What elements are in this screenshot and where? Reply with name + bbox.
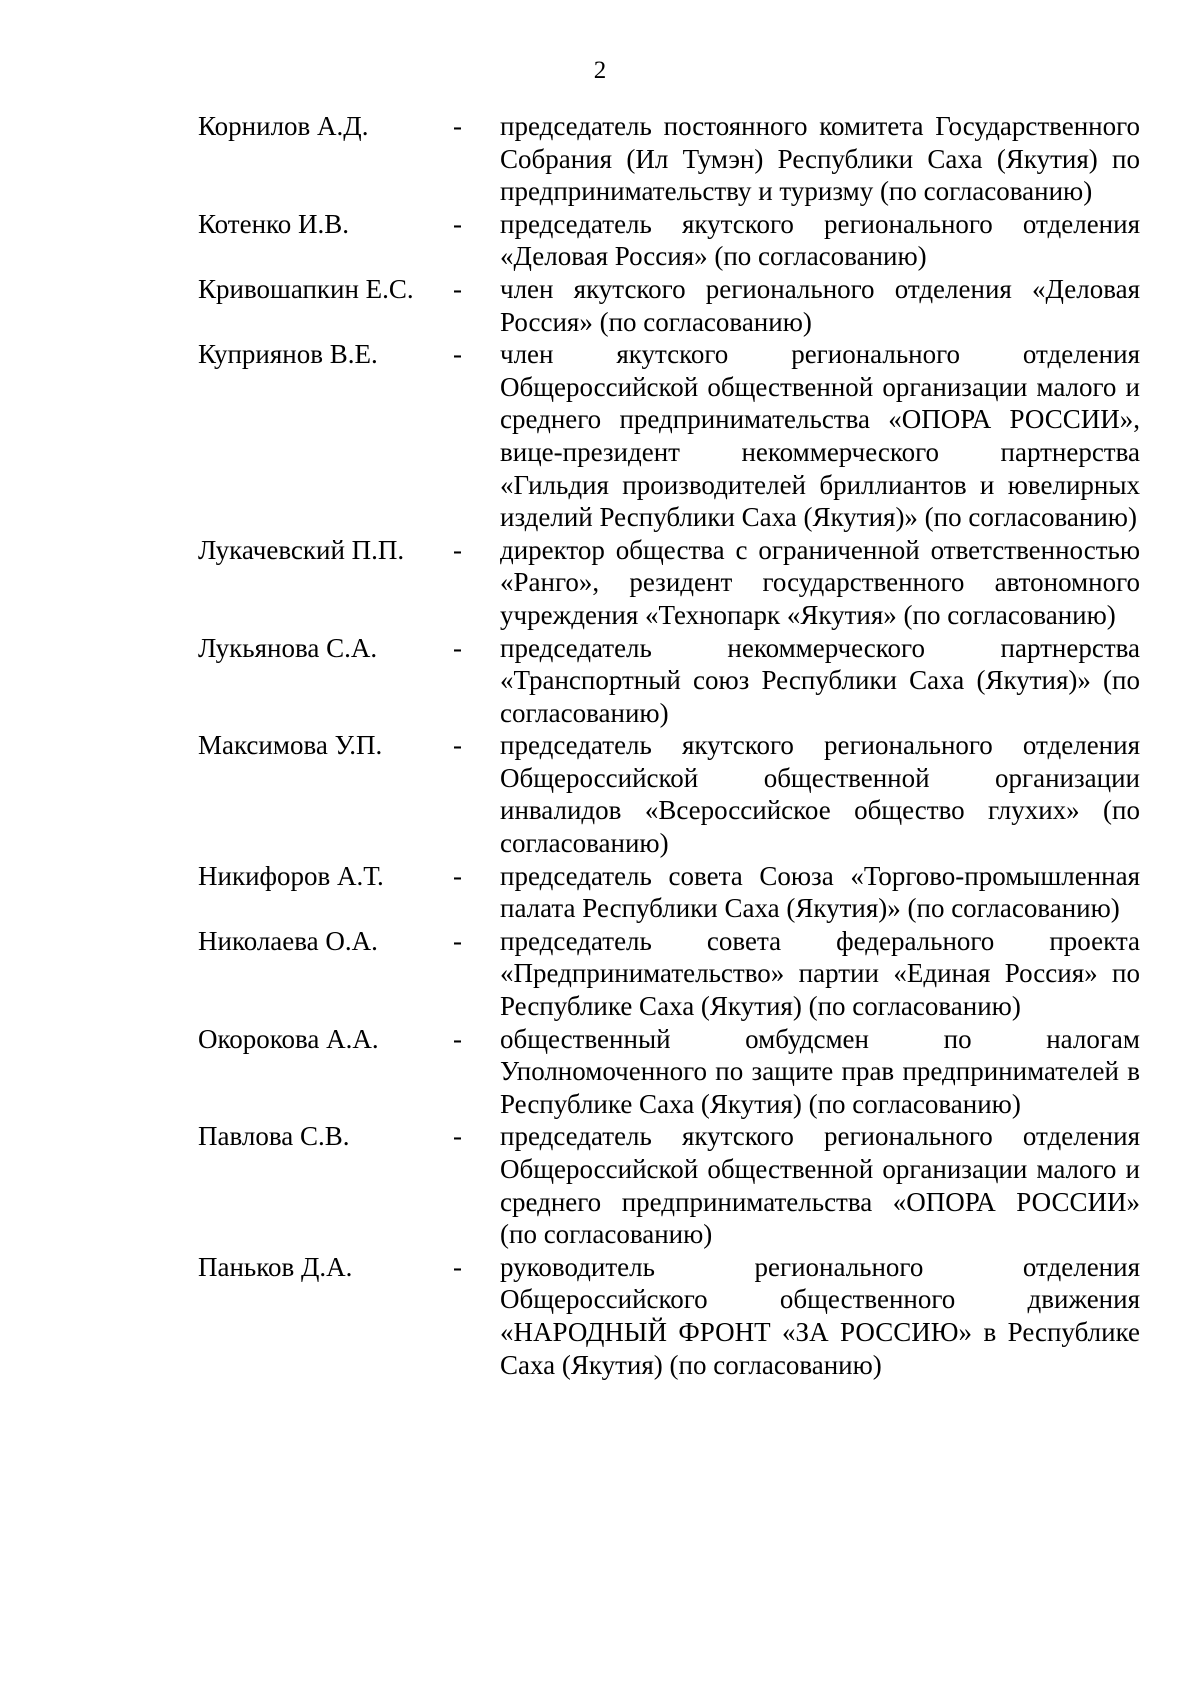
member-dash: - xyxy=(453,1121,462,1152)
member-dash: - xyxy=(453,208,462,239)
member-row xyxy=(198,1251,1140,1381)
member-description: председатель якутского регионального отделения «Деловая Россия» (по согласованию) xyxy=(500,208,1140,272)
member-name: Максимова У.П. xyxy=(198,730,383,761)
member-dash: - xyxy=(453,730,462,761)
member-row xyxy=(198,1120,1140,1250)
member-name: Лукачевский П.П. xyxy=(198,534,405,565)
member-description: общественный омбудсмен по налогам Уполномоченного по защите прав предпринимателей в Республике Саха (Якутия) (по согласованию) xyxy=(500,1023,1140,1119)
member-description: председатель постоянного комитета Государственного Собрания (Ил Тумэн) Республики Саха (Якутия) по предпринимательству и туризму (по согласованию) xyxy=(500,111,1140,207)
member-name: Окорокова А.А. xyxy=(198,1023,379,1054)
member-name: Паньков Д.А. xyxy=(198,1251,353,1282)
member-dash: - xyxy=(453,1251,462,1282)
member-dash: - xyxy=(453,860,462,891)
member-row xyxy=(198,925,1140,1023)
member-dash: - xyxy=(453,1023,462,1054)
member-row xyxy=(198,338,1140,534)
member-row xyxy=(198,110,1140,208)
member-list xyxy=(198,110,1140,1381)
member-description: член якутского регионального отделения «Деловая Россия» (по согласованию) xyxy=(500,273,1140,337)
member-name: Никифоров А.Т. xyxy=(198,860,384,891)
member-description: председатель совета федерального проекта «Предпринимательство» партии «Единая Россия» по Республике Саха (Якутия) (по согласованию) xyxy=(500,925,1140,1022)
member-name: Лукьянова С.А. xyxy=(198,632,378,663)
member-description: член якутского регионального отделения Общероссийской общественной организации малого и среднего предпринимательства «ОПОРА РОССИИ», вице-президент некоммерческого партнерства «Гильдия производителей бриллиантов и ювелирных изделий Республики Саха (Якутия)» (по согласованию) xyxy=(500,339,1140,533)
member-name: Котенко И.В. xyxy=(198,208,350,239)
member-row xyxy=(198,860,1140,925)
member-description: директор общества с ограниченной ответственностью «Ранго», резидент государственного автономного учреждения «Технопарк «Якутия» (по согласованию) xyxy=(500,534,1140,630)
member-row xyxy=(198,208,1140,273)
member-row xyxy=(198,273,1140,338)
page-number: 2 xyxy=(593,57,607,84)
member-row xyxy=(198,1023,1140,1121)
member-row xyxy=(198,729,1140,859)
member-name: Куприянов В.Е. xyxy=(198,339,378,370)
member-description: председатель якутского регионального отделения Общероссийской общественной организации малого и среднего предпринимательства «ОПОРА РОССИИ» (по согласованию) xyxy=(500,1121,1140,1250)
member-dash: - xyxy=(453,273,462,304)
member-name: Кривошапкин Е.С. xyxy=(198,273,414,304)
member-dash: - xyxy=(453,111,462,141)
member-name: Павлова С.В. xyxy=(198,1121,350,1152)
member-dash: - xyxy=(453,339,462,370)
member-name: Николаева О.А. xyxy=(198,925,378,956)
member-dash: - xyxy=(453,925,462,956)
member-dash: - xyxy=(453,534,462,565)
member-name: Корнилов А.Д. xyxy=(198,111,369,141)
member-description: председатель якутского регионального отделения Общероссийской общественной организации инвалидов «Всероссийское общество глухих» (по согласованию) xyxy=(500,730,1140,859)
member-description: руководитель регионального отделения Общероссийского общественного движения «НАРОДНЫЙ ФРОНТ «ЗА РОССИЮ» в Республике Саха (Якутия) (по согласованию) xyxy=(500,1251,1140,1380)
member-description: председатель некоммерческого партнерства «Транспортный союз Республики Саха (Якутия)» (по согласованию) xyxy=(500,632,1140,728)
member-row xyxy=(198,534,1140,632)
member-row xyxy=(198,632,1140,730)
member-description: председатель совета Союза «Торгово-промышленная палата Республики Саха (Якутия)» (по согласованию) xyxy=(500,860,1140,924)
member-dash: - xyxy=(453,632,462,663)
